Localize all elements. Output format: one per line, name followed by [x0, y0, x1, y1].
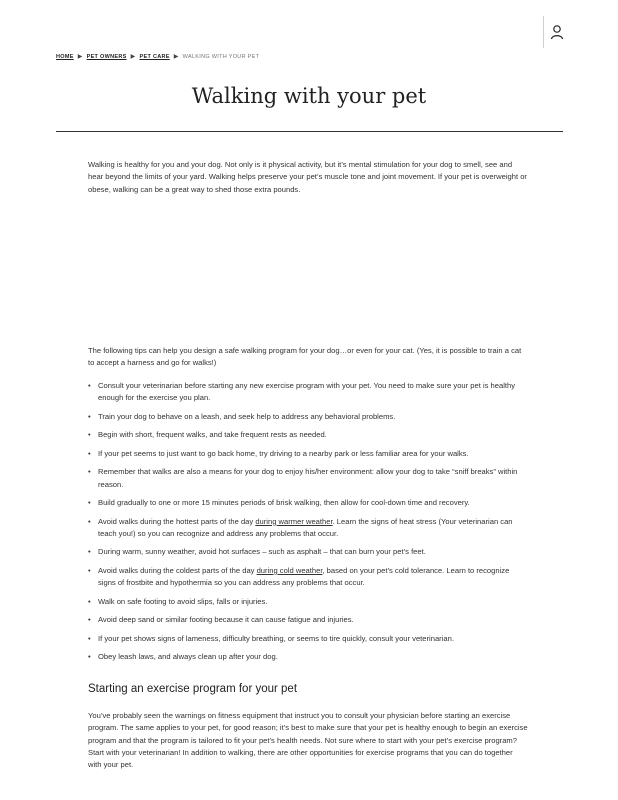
tip-text: . Learn the signs of heat stress (Your veterinarian can teach you!) so you can recognize and address any problems that occur. [98, 516, 513, 538]
list-item [88, 565, 528, 590]
top-bar [0, 0, 618, 50]
list-item: • Remember that walks are also a means for your dog to enjoy his/her environment: allow your dog to take “sniff breaks” within reason. [88, 466, 528, 491]
list-item: • If your pet shows signs of lameness, difficulty breathing, or seems to tire quickly, consult your veterinarian. [88, 633, 528, 645]
warmer-weather-link[interactable]: during warmer weather [255, 516, 333, 526]
intro-text: Walking is healthy for you and your dog. Not only is it physical activity, but it’s mental stimulation for your dog to smell, see and hear beyond the limits of your yard. Walking helps preserve your pet’s muscle tone and joint movement. If your pet is overweight or obese, walking can be a great way to shed those extra pounds. [88, 160, 527, 194]
list-item: • Begin with short, frequent walks, and take frequent rests as needed. [88, 429, 528, 441]
tips-intro-text: The following tips can help you design a safe walking program for your dog…or even for your cat. (Yes, it is possible to train a cat to accept a harness and go for walks!) [88, 346, 522, 368]
list-item: • Train your dog to behave on a leash, and seek help to address any behavioral problems. [88, 411, 528, 423]
tips-intro-paragraph [88, 345, 528, 370]
list-item: • Obey leash laws, and always clean up after your dog. [88, 651, 528, 663]
exercise-text: You’ve probably seen the warnings on fitness equipment that instruct you to consult your physician before starting an exercise program. The same applies to your pet, for good reason; it’s best to make sure that your pet is healthy enough to begin an exercise program and that the program is tailored to fit your pet’s health needs. Not sure where to start with your pet’s exercise program? Start with your veterinarian! In addition to walking, there are other opportunities for exercise programs that you can do together with your pet. [88, 711, 528, 770]
page-title: Walking with your pet [191, 84, 427, 108]
list-item [88, 516, 528, 541]
breadcrumb-home[interactable]: HOME [56, 53, 74, 60]
list-item: • During warm, sunny weather, avoid hot surfaces – such as asphalt – that can burn your pet’s feet. [88, 546, 528, 558]
user-icon[interactable] [550, 24, 564, 40]
breadcrumb-pet-owners[interactable]: PET OWNERS [86, 53, 127, 60]
intro-paragraph [88, 159, 528, 196]
list-item: • Build gradually to one or more 15 minutes periods of brisk walking, then allow for cool-down time and recovery. [88, 497, 528, 509]
list-item: • If your pet seems to just want to go back home, try driving to a nearby park or less familiar area for your walks. [88, 448, 528, 460]
breadcrumb-separator-icon: ▶ [173, 54, 179, 60]
tip-text: Avoid walks during the hottest parts of the day [98, 516, 256, 526]
list-item: • Walk on safe footing to avoid slips, falls or injuries. [88, 596, 528, 608]
breadcrumb-separator-icon: ▶ [130, 54, 136, 60]
breadcrumb-separator-icon: ▶ [77, 54, 83, 60]
tip-text: , based on your pet’s cold tolerance. Learn to recognize signs of frostbite and hypothermia so you can address any problems that occur. [98, 565, 510, 588]
section-heading: Starting an exercise program for your pet [88, 683, 298, 695]
breadcrumb-pet-care[interactable]: PET CARE [139, 53, 170, 60]
cold-weather-link[interactable]: during cold weather [256, 565, 323, 575]
header-divider [543, 16, 544, 48]
tips-list [88, 380, 528, 669]
list-item: • Consult your veterinarian before starting any new exercise program with your pet. You need to make sure your pet is healthy enough for the exercise you plan. [88, 380, 528, 405]
exercise-paragraph [88, 710, 528, 771]
breadcrumb-current: WALKING WITH YOUR PET [182, 53, 260, 60]
breadcrumb [56, 53, 259, 60]
list-item: • Avoid deep sand or similar footing because it can cause fatigue and injuries. [88, 614, 528, 626]
title-divider [56, 131, 563, 132]
tip-text: Avoid walks during the coldest parts of the day [98, 565, 257, 575]
